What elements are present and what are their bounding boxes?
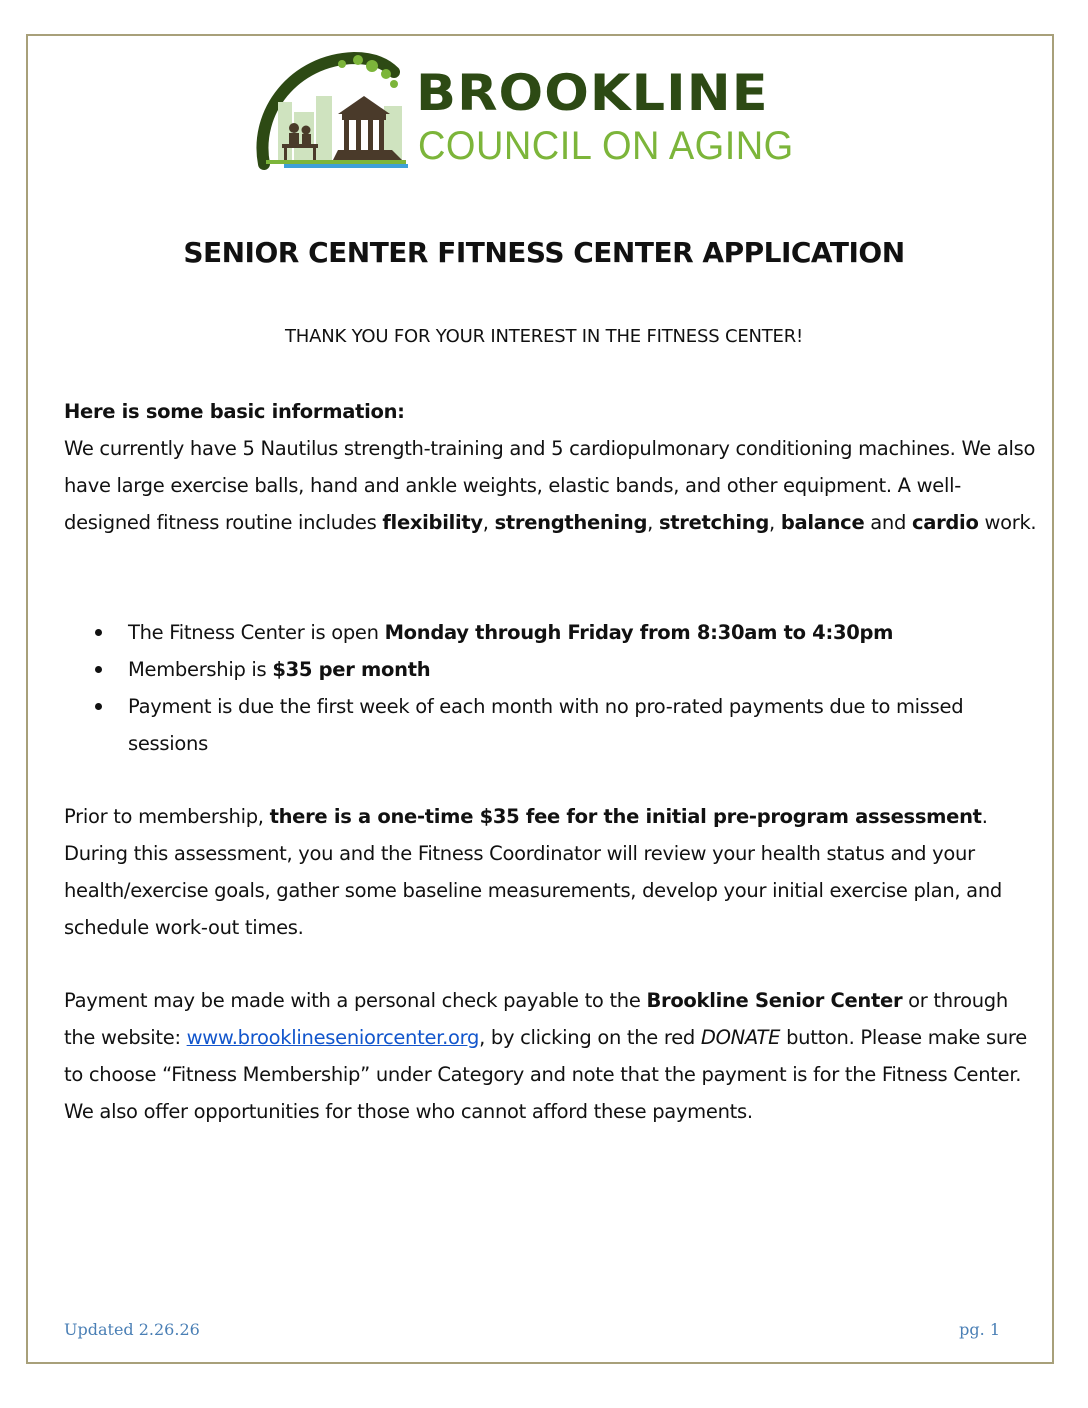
list-item — [64, 614, 1039, 651]
updated-date: Updated 2.26.26 — [64, 1320, 200, 1339]
basic-info-section — [64, 393, 1039, 541]
word-balance: balance — [780, 511, 865, 534]
bullet-bold: Monday through Friday from 8:30am to 4:30pm — [384, 621, 894, 644]
assessment-lead: Prior to membership, — [64, 805, 270, 828]
logo-emblem-icon — [254, 52, 414, 172]
separator: , — [482, 511, 495, 534]
info-bullet-list — [64, 614, 1039, 762]
basic-info-heading: Here is some basic information: — [64, 400, 405, 423]
separator: , — [769, 511, 781, 534]
bullet-icon — [95, 629, 102, 636]
payment-mid2: , by clicking on the red — [479, 1026, 701, 1049]
bullet-text: Payment is due the first week of each month with no pro-rated payments due to missed sessions — [128, 695, 964, 755]
website-link[interactable]: www.brooklineseniorcenter.org — [186, 1026, 480, 1049]
assessment-rest: . During this assessment, you and the Fitness Coordinator will review your health status and your health/exercise goals, gather some baseline measurements, develop your initial exercise plan, and schedule work-out times. — [64, 805, 1002, 939]
separator: and — [864, 511, 912, 534]
bullet-icon — [95, 666, 102, 673]
word-stretching: stretching — [658, 511, 770, 534]
page-title: SENIOR CENTER FITNESS CENTER APPLICATION — [183, 236, 905, 269]
thanks-line: THANK YOU FOR YOUR INTEREST IN THE FITNESS CENTER! — [284, 326, 804, 347]
donate-word: DONATE — [700, 1026, 781, 1049]
list-item — [64, 651, 1039, 688]
bullet-text: Membership is — [128, 658, 273, 681]
bullet-bold: $35 per month — [272, 658, 431, 681]
payment-mid: or through the website: — [64, 989, 1008, 1049]
bullet-text: The Fitness Center is open — [128, 621, 385, 644]
separator: , — [647, 511, 659, 534]
list-item — [64, 688, 1039, 762]
logo-council-text: COUNCIL ON AGING — [418, 124, 794, 168]
payment-paragraph — [64, 982, 1039, 1130]
basic-info-end: work. — [978, 511, 1037, 534]
logo-brookline-text: BROOKLINE — [416, 64, 769, 122]
word-strengthening: strengthening — [494, 511, 648, 534]
assessment-paragraph — [64, 798, 1039, 946]
basic-info-text: We currently have 5 Nautilus strength-training and 5 cardiopulmonary conditioning machines. We also have large exercise balls, hand and ankle weights, elastic bands, and other equipment. A well-designed fitness routine includes — [64, 437, 1036, 534]
payment-rest: button. Please make sure to choose “Fitness Membership” under Category and note that the payment is for the Fitness Center. We also offer opportunities for those who cannot afford these payments. — [64, 1026, 1027, 1123]
word-flexibility: flexibility — [382, 511, 483, 534]
brookline-coa-logo — [254, 52, 834, 172]
page-number: pg. 1 — [959, 1320, 1000, 1339]
word-cardio: cardio — [911, 511, 979, 534]
assessment-fee: there is a one-time $35 fee for the initial pre-program assessment — [269, 805, 982, 828]
payee-name: Brookline Senior Center — [646, 989, 903, 1012]
payment-lead: Payment may be made with a personal check payable to the — [64, 989, 647, 1012]
bullet-icon — [95, 703, 102, 710]
